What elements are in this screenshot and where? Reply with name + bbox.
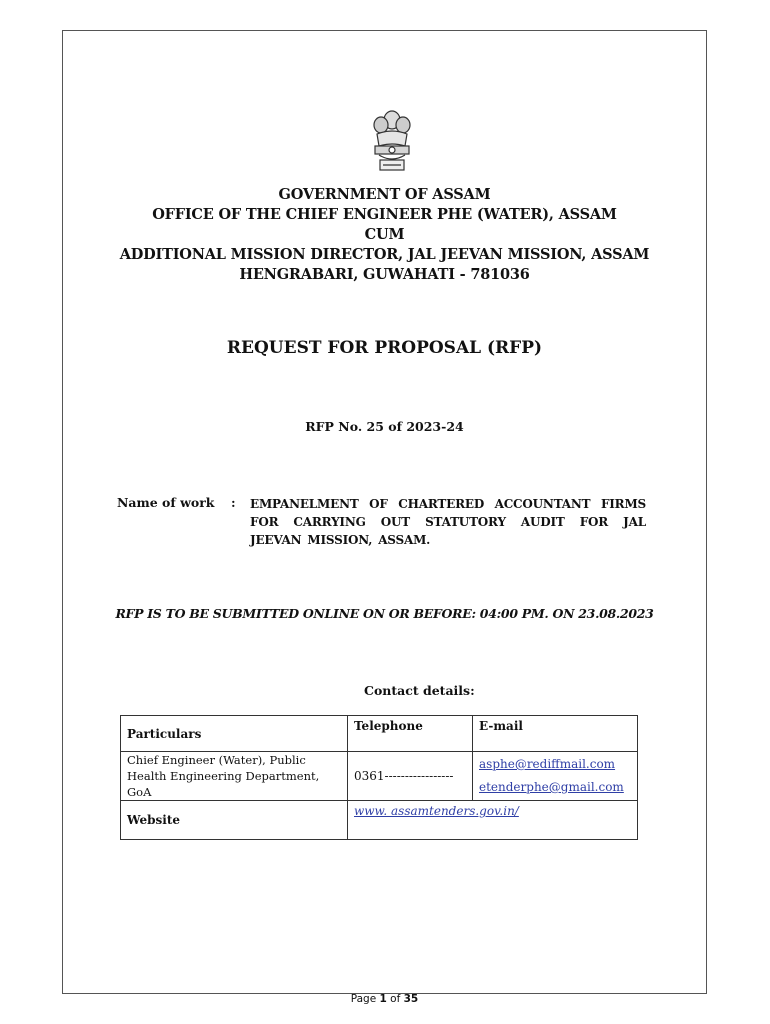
document-title: REQUEST FOR PROPOSAL (RFP)	[226, 338, 543, 358]
footer-page-total: 35	[403, 993, 419, 1005]
name-of-work-label: Name of work	[117, 495, 215, 510]
telephone-cell: 0361-----------------	[348, 752, 473, 801]
submission-deadline-note: RFP IS TO BE SUBMITTED ONLINE ON OR BEFORE: 04:00 PM. ON 23.08.2023	[115, 606, 654, 621]
table-header-row	[121, 716, 638, 752]
footer-page-number: 1	[379, 993, 387, 1005]
header-telephone: Telephone	[348, 716, 473, 752]
header-line-government: GOVERNMENT OF ASSAM	[278, 186, 491, 203]
website-cell	[348, 801, 638, 840]
footer-of-word: of	[390, 993, 401, 1005]
header-email: E-mail	[473, 716, 638, 752]
header-line-cum: CUM	[364, 226, 405, 243]
website-label-cell: Website	[121, 801, 348, 840]
header-line-address: HENGRABARI, GUWAHATI - 781036	[239, 266, 530, 283]
table-row	[121, 801, 638, 840]
website-link[interactable]: www. assamtenders.gov.in/	[354, 804, 519, 818]
particulars-cell: Chief Engineer (Water), Public Health Engineering Department, GoA	[121, 752, 348, 801]
header-line-mission: ADDITIONAL MISSION DIRECTOR, JAL JEEVAN MISSION, ASSAM	[119, 246, 650, 263]
contact-details-title: Contact details:	[364, 683, 475, 698]
page-footer	[62, 993, 707, 1005]
email-cell	[473, 752, 638, 801]
email-link-rediffmail[interactable]: asphe@rediffmail.com	[479, 757, 616, 771]
name-of-work-colon: :	[231, 495, 236, 510]
rfp-number: RFP No. 25 of 2023-24	[305, 419, 464, 434]
name-of-work-value: EMPANELMENT OF CHARTERED ACCOUNTANT FIRMS FOR CARRYING OUT STATUTORY AUDIT FOR JAL JEEVAN MISSION, ASSAM.	[250, 497, 646, 547]
table-row	[121, 752, 638, 801]
national-emblem-icon	[367, 108, 417, 174]
email-link-gmail[interactable]: etenderphe@gmail.com	[479, 780, 624, 794]
header-particulars: Particulars	[121, 716, 348, 752]
document-header	[62, 185, 707, 285]
header-line-office: OFFICE OF THE CHIEF ENGINEER PHE (WATER), ASSAM	[152, 206, 617, 223]
footer-page-word: Page	[350, 993, 377, 1005]
contact-table	[120, 715, 638, 840]
